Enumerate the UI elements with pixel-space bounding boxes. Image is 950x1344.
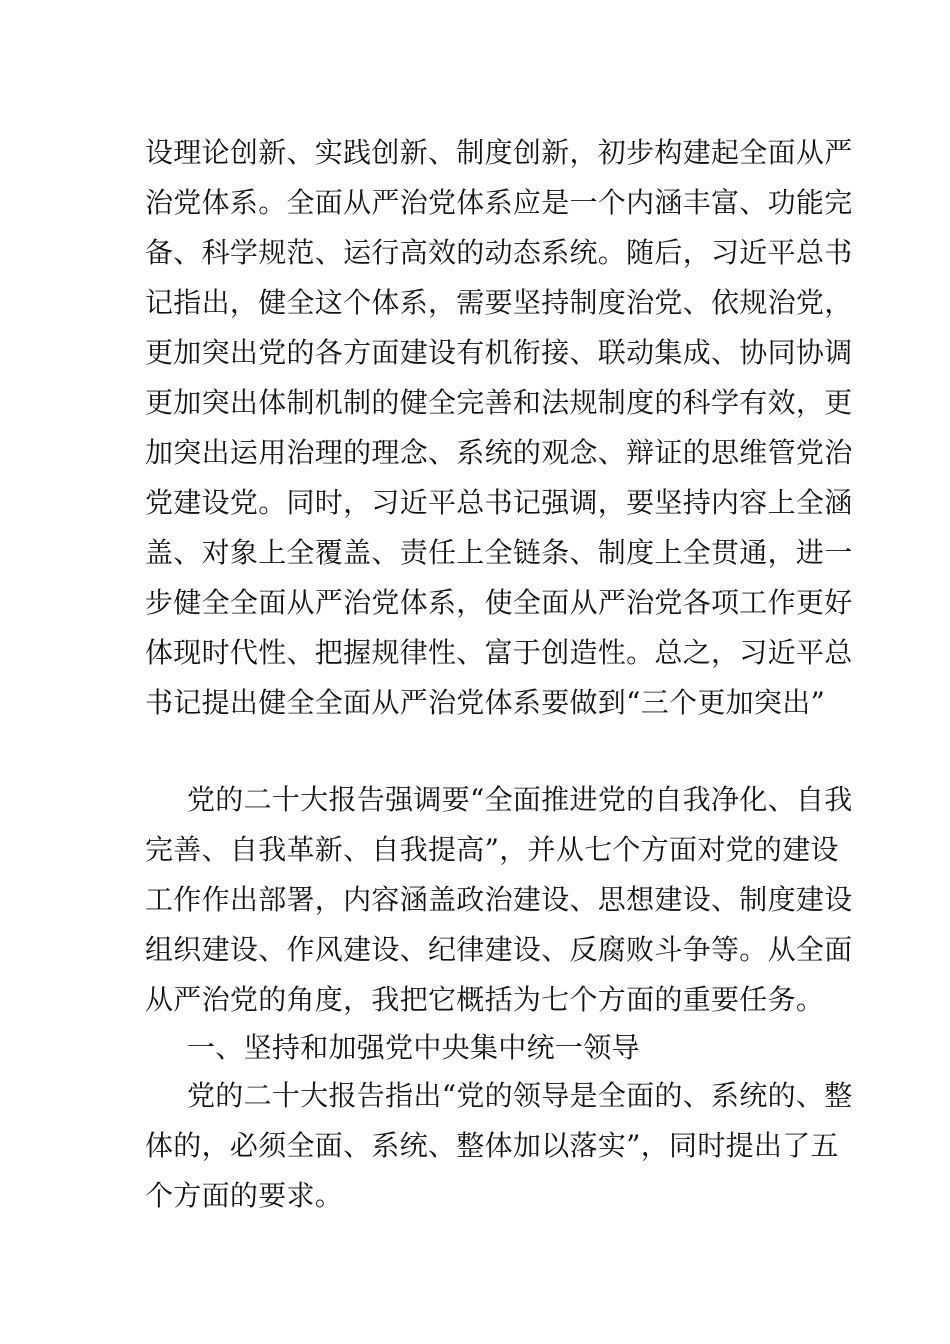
text-line: 完善、自我革新、自我提高”，并从七个方面对党的建设 bbox=[145, 833, 839, 866]
text-line: 从严治党的角度，我把它概括为七个方面的重要任务。 bbox=[145, 983, 825, 1016]
text-line: 盖、对象上全覆盖、责任上全链条、制度上全贯通，进一 bbox=[145, 536, 853, 569]
text-line: 备、科学规范、运行高效的动态系统。随后，习近平总书 bbox=[145, 236, 853, 269]
text-line: 党的二十大报告强调要“全面推进党的自我净化、自我 bbox=[187, 783, 853, 816]
text-line: 加突出运用治理的理念、系统的观念、辩证的思维管党治 bbox=[145, 436, 853, 469]
text-line: 组织建设、作风建设、纪律建设、反腐败斗争等。从全面 bbox=[145, 933, 853, 966]
text-line: 党的二十大报告指出“党的领导是全面的、系统的、整 bbox=[187, 1079, 853, 1112]
text-line: 更加突出党的各方面建设有机衔接、联动集成、协同协调 bbox=[145, 336, 853, 369]
text-line: 个方面的要求。 bbox=[145, 1179, 344, 1212]
text-line: 更加突出体制机制的健全完善和法规制度的科学有效，更 bbox=[145, 386, 853, 419]
text-line: 记指出，健全这个体系，需要坚持制度治党、依规治党， bbox=[145, 286, 853, 319]
text-line: 书记提出健全全面从严治党体系要做到“三个更加突出” bbox=[145, 686, 826, 719]
text-line: 工作作出部署，内容涵盖政治建设、思想建设、制度建设 bbox=[145, 883, 853, 916]
text-line: 党建设党。同时，习近平总书记强调，要坚持内容上全涵 bbox=[145, 486, 853, 519]
text-line: 治党体系。全面从严治党体系应是一个内涵丰富、功能完 bbox=[145, 186, 853, 219]
text-line: 步健全全面从严治党体系，使全面从严治党各项工作更好 bbox=[145, 586, 853, 619]
text-line: 体的，必须全面、系统、整体加以落实”，同时提出了五 bbox=[145, 1129, 839, 1162]
text-line: 设理论创新、实践创新、制度创新，初步构建起全面从严 bbox=[145, 136, 853, 169]
text-line: 体现时代性、把握规律性、富于创造性。总之，习近平总 bbox=[145, 636, 853, 669]
section-heading: 一、坚持和加强党中央集中统一领导 bbox=[187, 1031, 640, 1064]
